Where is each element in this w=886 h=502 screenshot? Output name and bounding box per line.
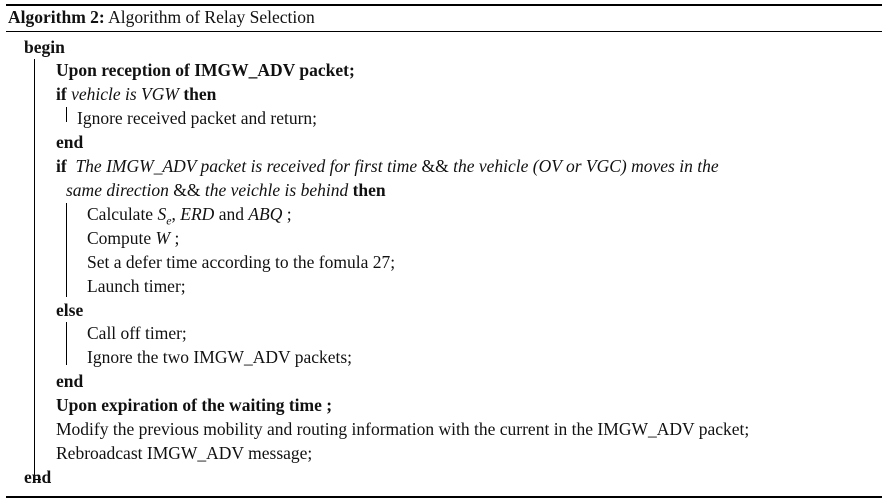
- then-keyword: then: [183, 84, 217, 104]
- if-condition-part: same direction: [66, 180, 169, 200]
- top-rule: [6, 4, 882, 6]
- line-end-if1: end: [56, 132, 84, 152]
- math-w: W: [155, 228, 171, 248]
- and-operator: &&: [173, 180, 201, 200]
- compute-suffix: ;: [174, 228, 180, 248]
- line-ignore-two: Ignore the two IMGW_ADV packets;: [87, 347, 353, 367]
- else-block-bar: [66, 322, 67, 365]
- line-compute: [87, 227, 179, 249]
- calc-and: and: [218, 204, 244, 224]
- if-condition-part: the veichle is behind: [204, 180, 349, 200]
- line-calculate: [87, 203, 292, 228]
- line-ignore-return: Ignore received packet and return;: [77, 108, 318, 128]
- line-else: else: [56, 300, 84, 320]
- math-erd: ERD: [180, 204, 215, 224]
- line-if-first-time: [56, 155, 719, 177]
- algorithm-caption: [8, 7, 315, 28]
- line-modify: Modify the previous mobility and routing information with the current in the IMGW_ADV packet;: [56, 419, 750, 439]
- line-launch-timer: Launch timer;: [87, 276, 186, 296]
- math-abq: ABQ: [248, 204, 283, 224]
- line-upon-reception: Upon reception of IMGW_ADV packet;: [56, 60, 355, 80]
- compute-prefix: Compute: [87, 228, 152, 248]
- calc-prefix: Calculate: [87, 204, 154, 224]
- line-if-first-time-cont: [66, 179, 386, 201]
- line-call-off: Call off timer;: [87, 323, 187, 343]
- line-set-defer: Set a defer time according to the fomula 27;: [87, 252, 396, 272]
- bottom-rule: [6, 496, 882, 498]
- if-condition-part: the vehicle (OV or VGC) moves in the: [453, 156, 719, 176]
- line-if-vgw: [56, 83, 216, 105]
- if1-block-bar: [66, 107, 67, 122]
- algorithm-label: Algorithm 2:: [8, 7, 105, 27]
- caption-rule: [6, 31, 882, 32]
- line-upon-expiration: Upon expiration of the waiting time ;: [56, 395, 333, 415]
- if-keyword: if: [56, 84, 67, 104]
- line-begin: begin: [24, 37, 65, 57]
- math-se: $S_e$: [157, 204, 172, 228]
- begin-block-bar: [34, 59, 35, 479]
- line-rebroadcast: Rebroadcast IMGW_ADV message;: [56, 443, 313, 463]
- if-keyword: if: [56, 156, 67, 176]
- calc-suffix: ;: [286, 204, 292, 224]
- and-operator: &&: [421, 156, 449, 176]
- line-end-if2: end: [56, 371, 84, 391]
- algorithm-box: [6, 4, 882, 498]
- algorithm-title: Algorithm of Relay Selection: [108, 7, 315, 27]
- if-condition: vehicle is VGW: [71, 84, 179, 104]
- then-keyword: then: [352, 180, 386, 200]
- line-end-final: end: [24, 467, 52, 487]
- if2-block-bar: [66, 203, 67, 297]
- if-condition-part: The IMGW_ADV packet is received for first time: [75, 156, 418, 176]
- calc-sep: ,: [171, 204, 176, 224]
